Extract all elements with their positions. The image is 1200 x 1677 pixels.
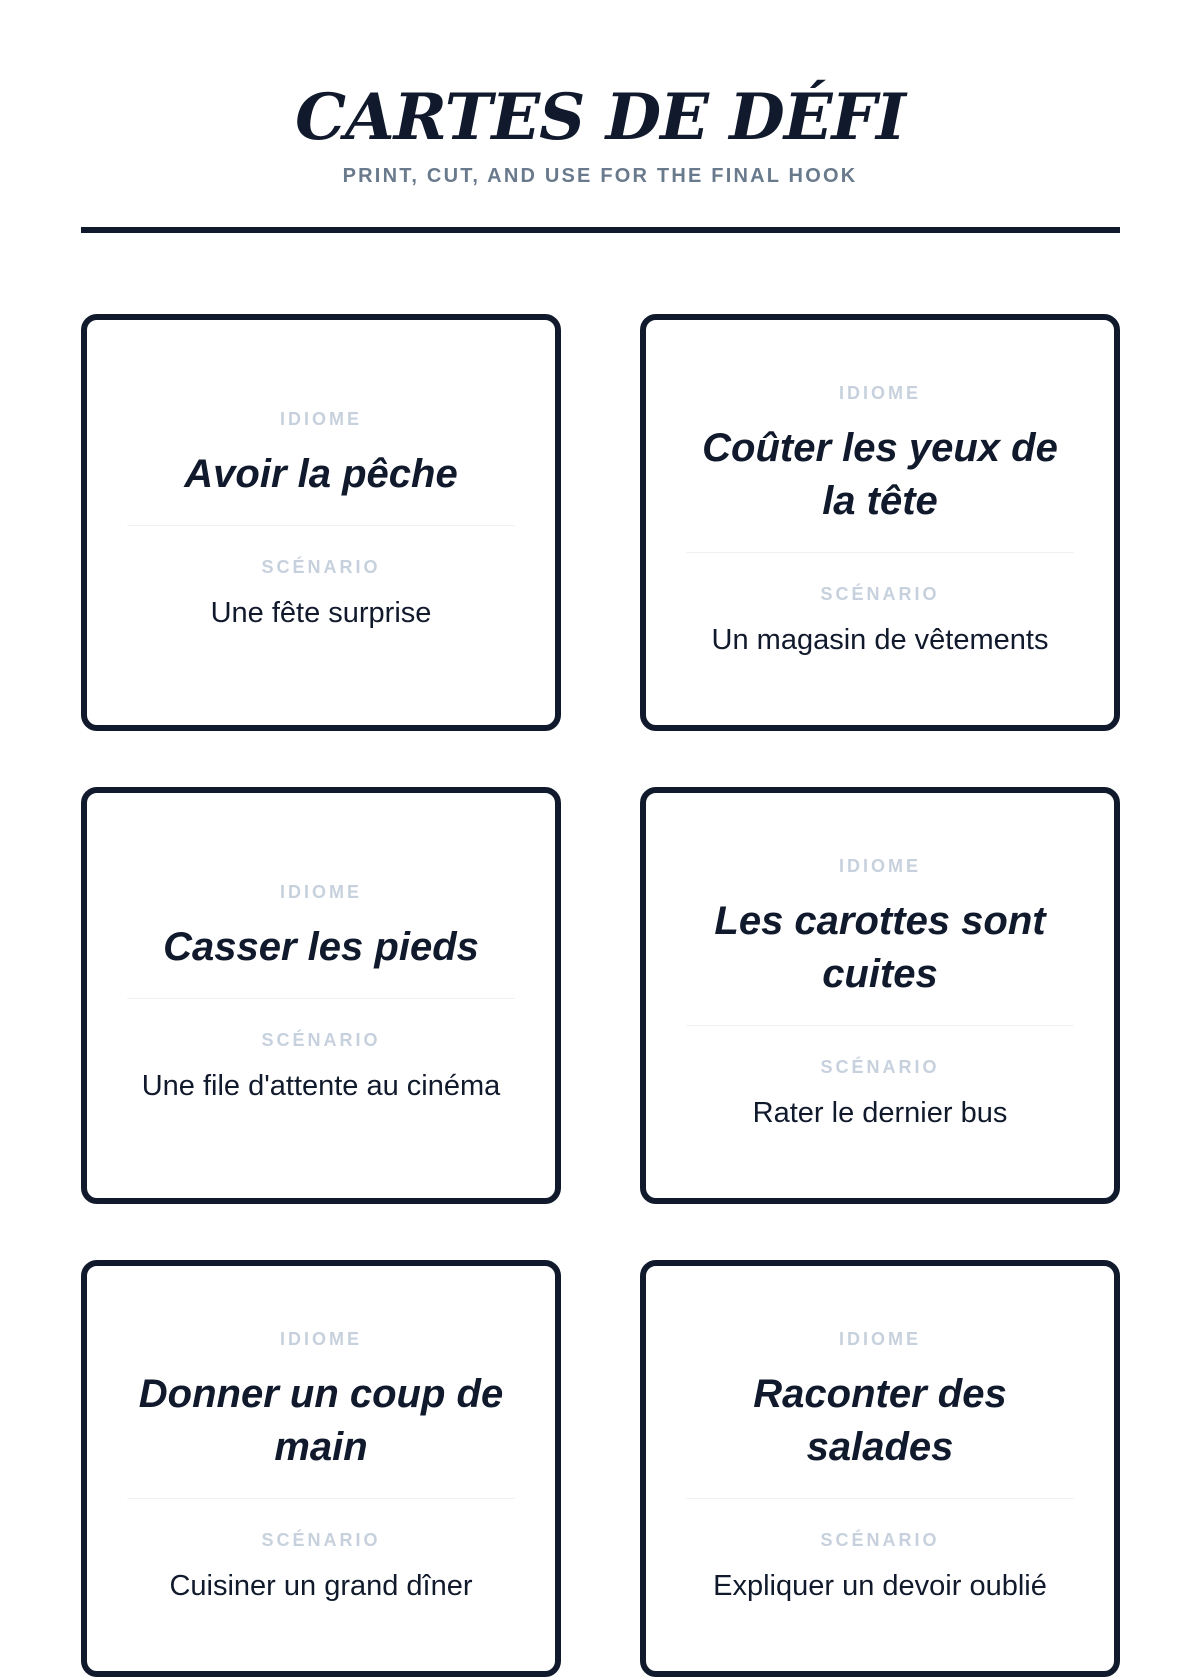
scenario-text: Expliquer un devoir oublié [713, 1569, 1047, 1602]
scenario-text: Rater le dernier bus [752, 1096, 1008, 1129]
idiom-text: Casser les pieds [163, 925, 479, 969]
idiom-text: Donner un coup de main [138, 1371, 504, 1469]
scenario-label: SCÉNARIO [820, 1056, 940, 1077]
idiom-text: Coûter les yeux de la tête [702, 425, 1058, 523]
card-divider [127, 1498, 515, 1499]
card-divider [127, 998, 515, 999]
challenge-card [640, 314, 1120, 731]
challenge-card [81, 1260, 561, 1677]
idiom-label: IDIOME [838, 382, 921, 403]
idiom-label: IDIOME [279, 1328, 362, 1349]
idiom-text: Avoir la pêche [184, 452, 458, 496]
card-grid [81, 314, 1120, 1677]
page-header [0, 78, 1200, 188]
scenario-label: SCÉNARIO [820, 1529, 940, 1550]
scenario-label: SCÉNARIO [820, 583, 940, 604]
scenario-text: Une fête surprise [210, 597, 432, 629]
challenge-card [640, 1260, 1120, 1677]
page-subtitle: PRINT, CUT, AND USE FOR THE FINAL HOOK [342, 165, 858, 187]
scenario-text: Cuisiner un grand dîner [169, 1569, 473, 1602]
scenario-label: SCÉNARIO [261, 1529, 381, 1550]
idiom-label: IDIOME [279, 882, 362, 902]
scenario-label: SCÉNARIO [261, 1030, 381, 1050]
idiom-text: Raconter des salades [753, 1371, 1007, 1469]
challenge-card [81, 314, 561, 731]
scenario-label: SCÉNARIO [261, 557, 381, 577]
idiom-label: IDIOME [279, 409, 362, 429]
header-rule [81, 227, 1120, 233]
card-divider [686, 1025, 1074, 1026]
idiom-label: IDIOME [838, 855, 921, 876]
card-divider [127, 525, 515, 526]
idiom-text: Les carottes sont cuites [714, 898, 1046, 996]
challenge-card [81, 787, 561, 1204]
card-divider [686, 1498, 1074, 1499]
card-divider [686, 552, 1074, 553]
scenario-text: Une file d'attente au cinéma [141, 1070, 501, 1102]
scenario-text: Un magasin de vêtements [711, 623, 1049, 656]
challenge-card [640, 787, 1120, 1204]
idiom-label: IDIOME [838, 1328, 921, 1349]
page-title: CARTES DE DÉFI [295, 80, 905, 155]
